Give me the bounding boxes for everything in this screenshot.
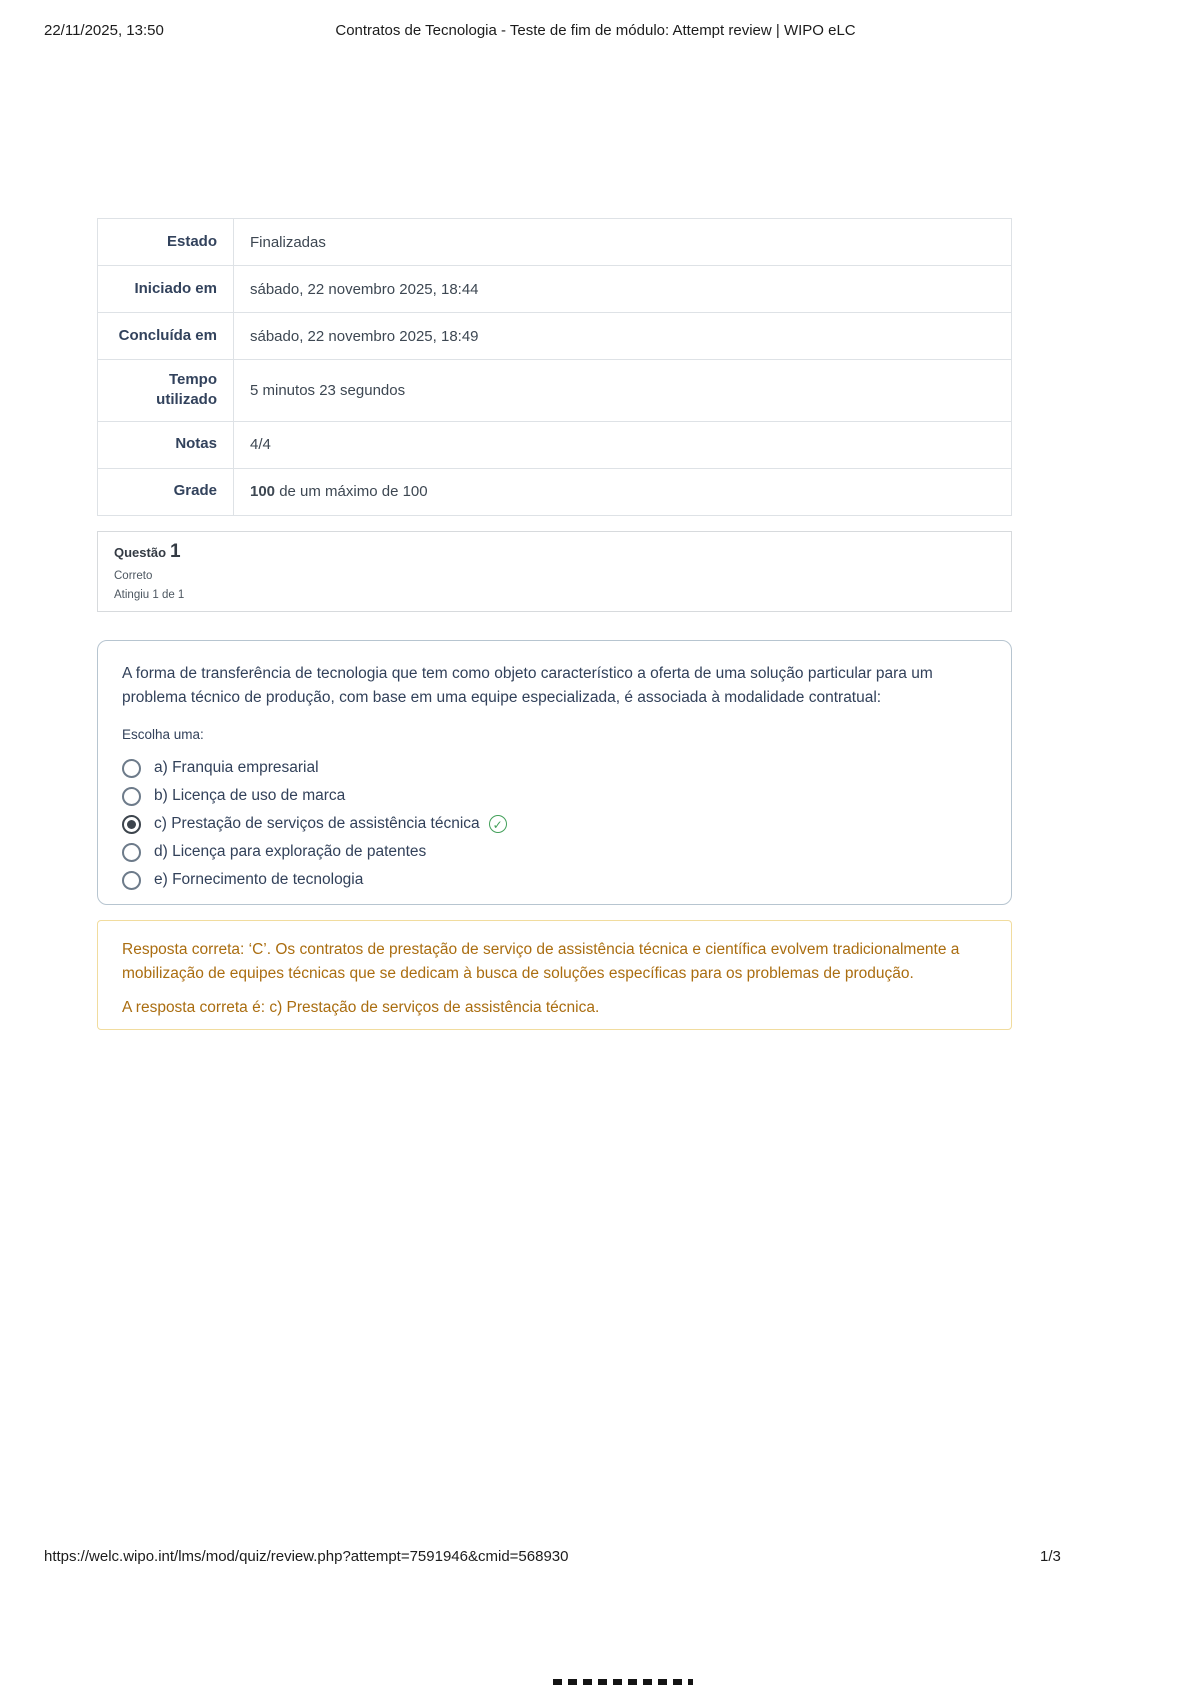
option-label: b) Licença de uso de marca — [154, 787, 346, 805]
summary-label: Grade — [98, 468, 234, 515]
summary-value: Finalizadas — [234, 219, 1012, 266]
table-row — [98, 421, 1012, 468]
question-status: Correto — [114, 570, 153, 582]
grade-value-bold: 100 — [250, 483, 276, 500]
option-label: a) Franquia empresarial — [154, 759, 319, 777]
print-header — [0, 22, 1191, 39]
source-url: https://welc.wipo.int/lms/mod/quiz/review.php?attempt=7591946&cmid=568930 — [44, 1548, 569, 1565]
radio-button-icon[interactable] — [122, 787, 141, 806]
question-points: Atingiu 1 de 1 — [114, 589, 185, 601]
table-row — [98, 266, 1012, 313]
summary-value: sábado, 22 novembro 2025, 18:44 — [234, 266, 1012, 313]
radio-button-icon[interactable] — [122, 815, 141, 834]
attempt-summary-table — [97, 218, 1012, 516]
question-number: 1 — [170, 541, 181, 562]
question-info-box — [97, 531, 1012, 612]
option-label: e) Fornecimento de tecnologia — [154, 871, 364, 889]
radio-button-icon[interactable] — [122, 871, 141, 890]
summary-value: 4/4 — [234, 421, 1012, 468]
grade-value-rest: de um máximo de 100 — [275, 483, 428, 500]
answer-option[interactable] — [122, 782, 987, 810]
option-label: c) Prestação de serviços de assistência técnica — [154, 815, 480, 833]
question-content-box — [97, 640, 1012, 905]
correct-check-icon: ✓ — [489, 815, 507, 833]
choose-one-label: Escolha uma: — [122, 727, 204, 743]
feedback-right-answer: A resposta correta é: c) Prestação de serviços de assistência técnica. — [122, 999, 600, 1017]
page-cut-artifact — [553, 1679, 693, 1685]
summary-label: Concluída em — [98, 313, 234, 360]
answer-option[interactable] — [122, 838, 987, 866]
answer-option[interactable] — [122, 754, 987, 782]
answer-option[interactable] — [122, 810, 987, 838]
radio-button-icon[interactable] — [122, 843, 141, 862]
radio-button-icon[interactable] — [122, 759, 141, 778]
summary-label: Notas — [98, 421, 234, 468]
summary-value: sábado, 22 novembro 2025, 18:49 — [234, 313, 1012, 360]
page-title: Contratos de Tecnologia - Teste de fim de módulo: Attempt review | WIPO eLC — [335, 22, 856, 39]
table-row — [98, 360, 1012, 422]
feedback-general: Resposta correta: ‘C’. Os contratos de prestação de serviço de assistência técnica e científica evolvem tradicionalmente a mobilização de equipes técnicas que se dedicam à busca de soluções específicas para os problemas de produção. — [122, 941, 960, 983]
table-row — [98, 313, 1012, 360]
answer-options — [122, 754, 987, 894]
table-row — [98, 219, 1012, 266]
answer-option[interactable] — [122, 866, 987, 894]
summary-value — [234, 468, 1012, 515]
table-row — [98, 468, 1012, 515]
summary-label: Tempo utilizado — [98, 360, 234, 422]
summary-label: Iniciado em — [98, 266, 234, 313]
question-text: A forma de transferência de tecnologia que tem como objeto característico a oferta de uma solução particular para um problema técnico de produção, com base em uma equipe especializada, é associada à modalidade contratual: — [122, 665, 933, 707]
summary-label: Estado — [98, 219, 234, 266]
feedback-box — [97, 920, 1012, 1030]
print-datetime: 22/11/2025, 13:50 — [44, 22, 164, 39]
question-label: Questão — [114, 545, 167, 560]
option-label: d) Licença para exploração de patentes — [154, 843, 427, 861]
summary-value: 5 minutos 23 segundos — [234, 360, 1012, 422]
page-number: 1/3 — [1040, 1548, 1061, 1565]
